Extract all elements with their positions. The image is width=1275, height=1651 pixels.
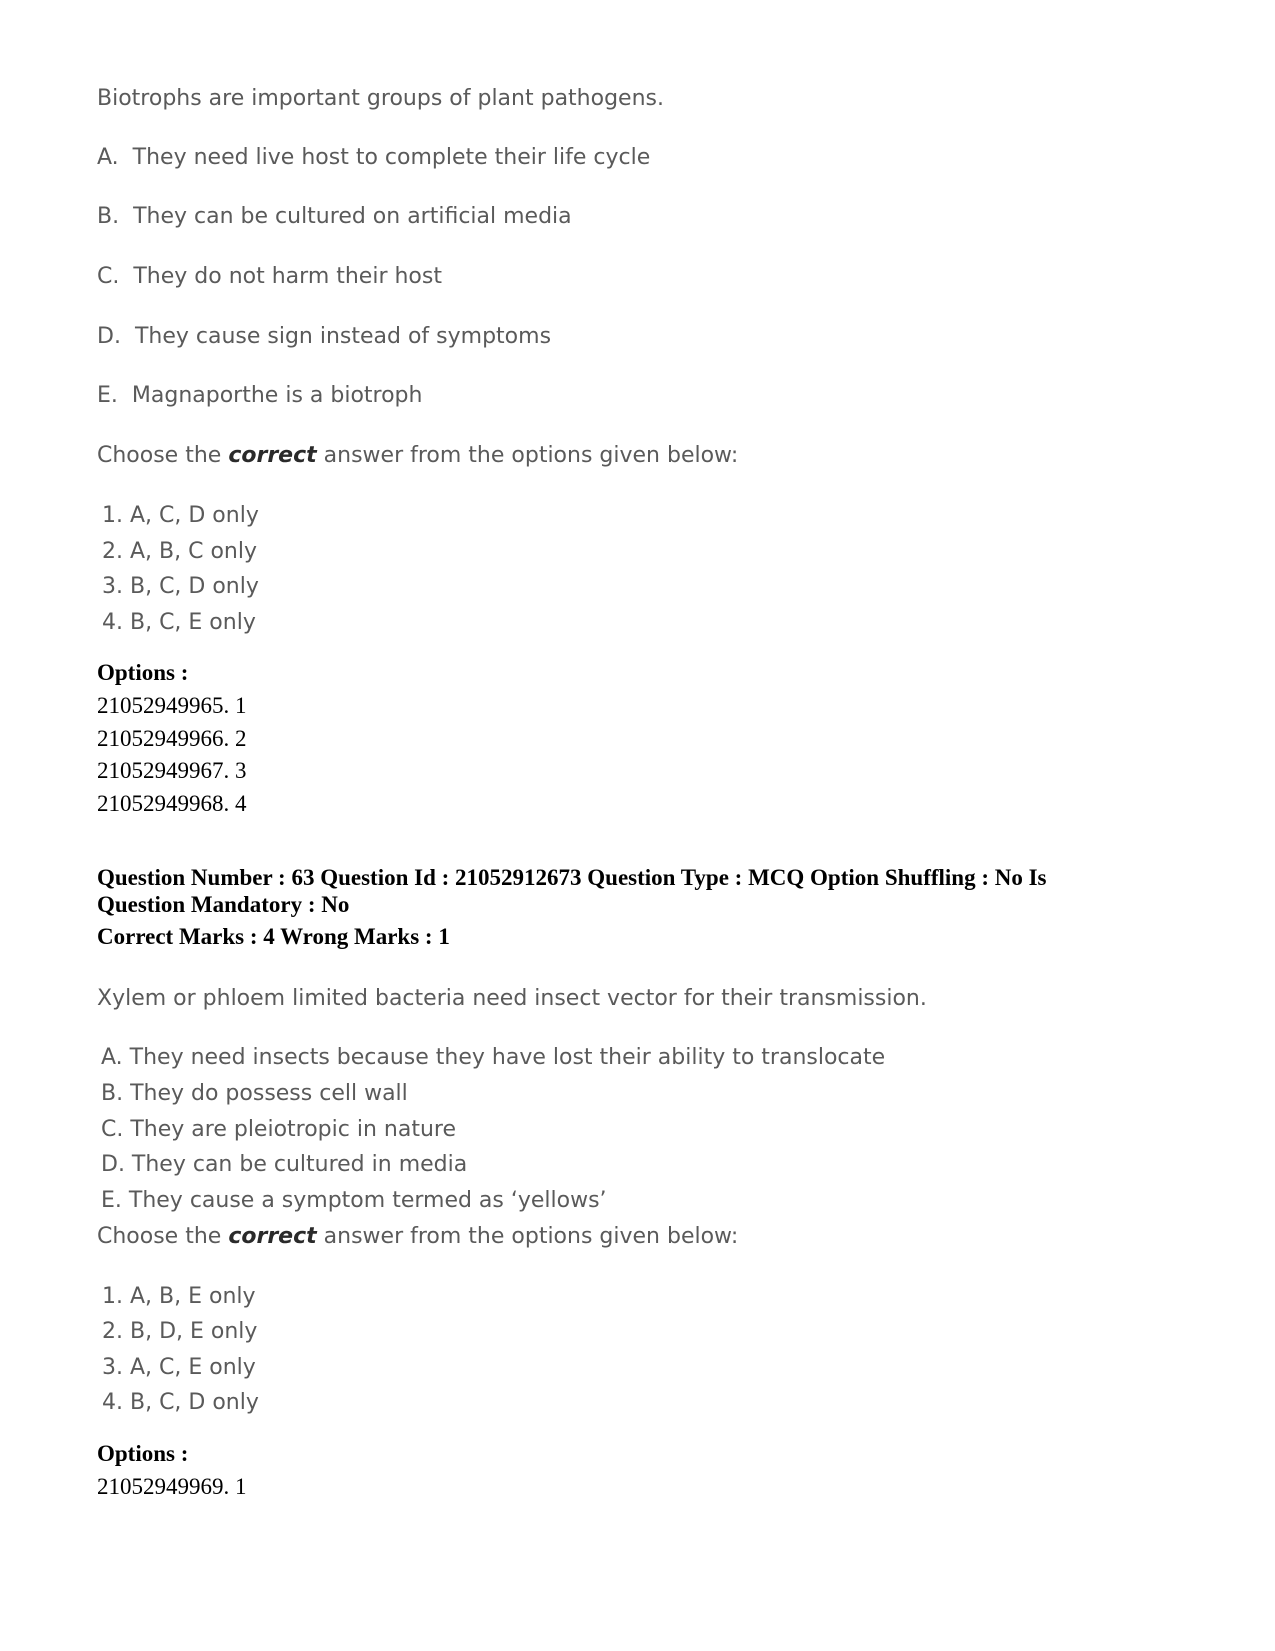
q62-answer-3: 3. B, C, D only: [102, 574, 259, 599]
q63-statement-b: B. They do possess cell wall: [101, 1081, 408, 1106]
statement-text: They need live host to complete their life cycle: [132, 145, 651, 170]
q63-answer-4: 4. B, C, D only: [102, 1390, 259, 1415]
statement-letter: A.: [97, 145, 119, 170]
statement-letter: E.: [97, 383, 118, 408]
statement-letter: B.: [97, 204, 120, 229]
q62-option-3: 21052949967. 3: [97, 758, 247, 783]
q62-answer-1: 1. A, C, D only: [102, 503, 259, 528]
q62-option-4: 21052949968. 4: [97, 791, 247, 816]
emphasis-correct: correct: [228, 1224, 317, 1249]
statement-letter: D.: [97, 324, 121, 349]
emphasis-correct: correct: [228, 443, 317, 468]
q63-option-1: 21052949969. 1: [97, 1474, 247, 1499]
q63-answer-3: 3. A, C, E only: [102, 1355, 256, 1380]
q62-option-1: 21052949965. 1: [97, 693, 247, 718]
q62-options-label: Options :: [97, 660, 189, 685]
q62-statement-a: [97, 145, 650, 170]
q63-stem: Xylem or phloem limited bacteria need insect vector for their transmission.: [97, 986, 927, 1011]
q63-marks: Correct Marks : 4 Wrong Marks : 1: [97, 924, 450, 949]
q62-option-2: 21052949966. 2: [97, 726, 247, 751]
q63-statement-e: E. They cause a symptom termed as ‘yellows’: [101, 1188, 607, 1213]
q62-stem: Biotrophs are important groups of plant pathogens.: [97, 86, 664, 111]
statement-text: They cause sign instead of symptoms: [134, 324, 552, 349]
q63-statement-d: D. They can be cultured in media: [101, 1152, 468, 1177]
statement-text: They do not harm their host: [133, 264, 442, 289]
statement-text: They can be cultured on artificial media: [133, 204, 572, 229]
statement-letter: C.: [97, 264, 120, 289]
q62-statement-d: [97, 324, 551, 349]
statement-text: Magnaporthe is a biotroph: [131, 383, 423, 408]
q63-choose-instruction: Choose the correct answer from the options given below:: [97, 1224, 739, 1249]
q63-statement-c: C. They are pleiotropic in nature: [101, 1117, 456, 1142]
q63-answer-2: 2. B, D, E only: [102, 1319, 258, 1344]
q63-meta-line1: Question Number : 63 Question Id : 21052912673 Question Type : MCQ Option Shuffling : No Is: [97, 865, 1047, 890]
q62-choose-instruction: Choose the correct answer from the options given below:: [97, 443, 739, 468]
q62-answer-2: 2. A, B, C only: [102, 539, 257, 564]
q62-statement-b: [97, 204, 572, 229]
q63-answer-1: 1. A, B, E only: [102, 1284, 256, 1309]
q62-statement-e: [97, 383, 422, 408]
q63-statement-a: A. They need insects because they have lost their ability to translocate: [101, 1045, 886, 1070]
q63-meta-line2: Question Mandatory : No: [97, 892, 350, 917]
q62-statement-c: [97, 264, 442, 289]
q63-options-label: Options :: [97, 1441, 189, 1466]
q62-answer-4: 4. B, C, E only: [102, 610, 256, 635]
